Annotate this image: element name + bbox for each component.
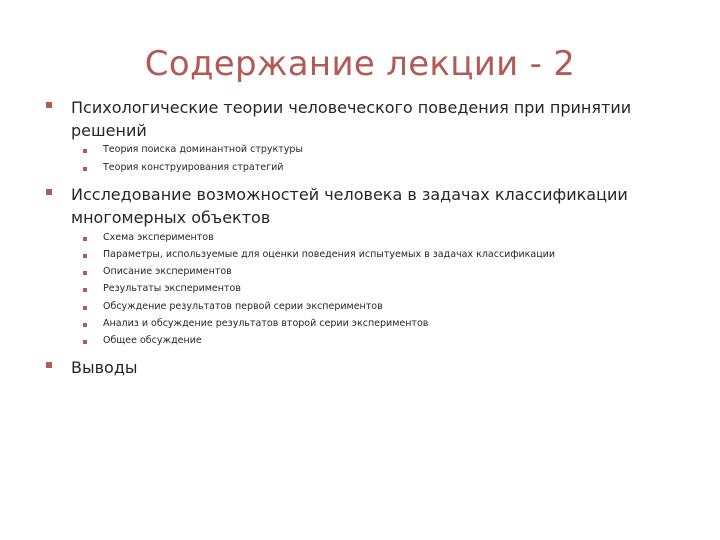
bullet-item-research	[46, 183, 666, 229]
sub-bullet-item	[83, 266, 683, 278]
sub-bullet-text: Теория поиска доминантной структуры	[103, 144, 303, 155]
square-bullet-icon	[83, 149, 87, 153]
square-bullet-icon	[83, 271, 87, 275]
sub-bullet-item	[83, 232, 683, 244]
bullet-item-conclusions	[46, 356, 666, 379]
bullet-item-theories	[46, 96, 666, 142]
sub-bullet-item	[83, 335, 683, 347]
square-bullet-icon	[83, 340, 87, 344]
sub-bullet-item	[83, 162, 683, 174]
sub-bullet-text: Общее обсуждение	[103, 335, 202, 346]
square-bullet-icon	[46, 189, 52, 195]
square-bullet-icon	[83, 306, 87, 310]
square-bullet-icon	[83, 323, 87, 327]
square-bullet-icon	[83, 288, 87, 292]
slide-title: Содержание лекции - 2	[144, 44, 576, 84]
bullet-text: Выводы	[71, 358, 138, 377]
sub-bullet-text: Параметры, используемые для оценки поведения испытуемых в задачах классификации	[103, 249, 556, 260]
square-bullet-icon	[83, 237, 87, 241]
square-bullet-icon	[83, 167, 87, 171]
bullet-text: Исследование возможностей человека в задачах классификации многомерных объектов	[71, 185, 628, 227]
sub-bullet-text: Описание экспериментов	[103, 266, 232, 277]
sub-bullet-text: Обсуждение результатов первой серии экспериментов	[103, 301, 383, 312]
square-bullet-icon	[46, 362, 52, 368]
square-bullet-icon	[83, 254, 87, 258]
sub-bullet-item	[83, 318, 683, 330]
bullet-text: Психологические теории человеческого поведения при принятии решений	[71, 98, 632, 140]
square-bullet-icon	[46, 102, 52, 108]
sub-bullet-item	[83, 283, 683, 295]
sub-bullet-text: Анализ и обсуждение результатов второй серии экспериментов	[103, 318, 429, 329]
sub-bullet-item	[83, 301, 683, 313]
sub-bullet-text: Теория конструирования стратегий	[103, 162, 284, 173]
sub-bullet-item	[83, 144, 683, 156]
sub-bullet-item	[83, 249, 683, 261]
sub-bullet-text: Схема экспериментов	[103, 232, 214, 243]
sub-bullet-text: Результаты экспериментов	[103, 283, 241, 294]
